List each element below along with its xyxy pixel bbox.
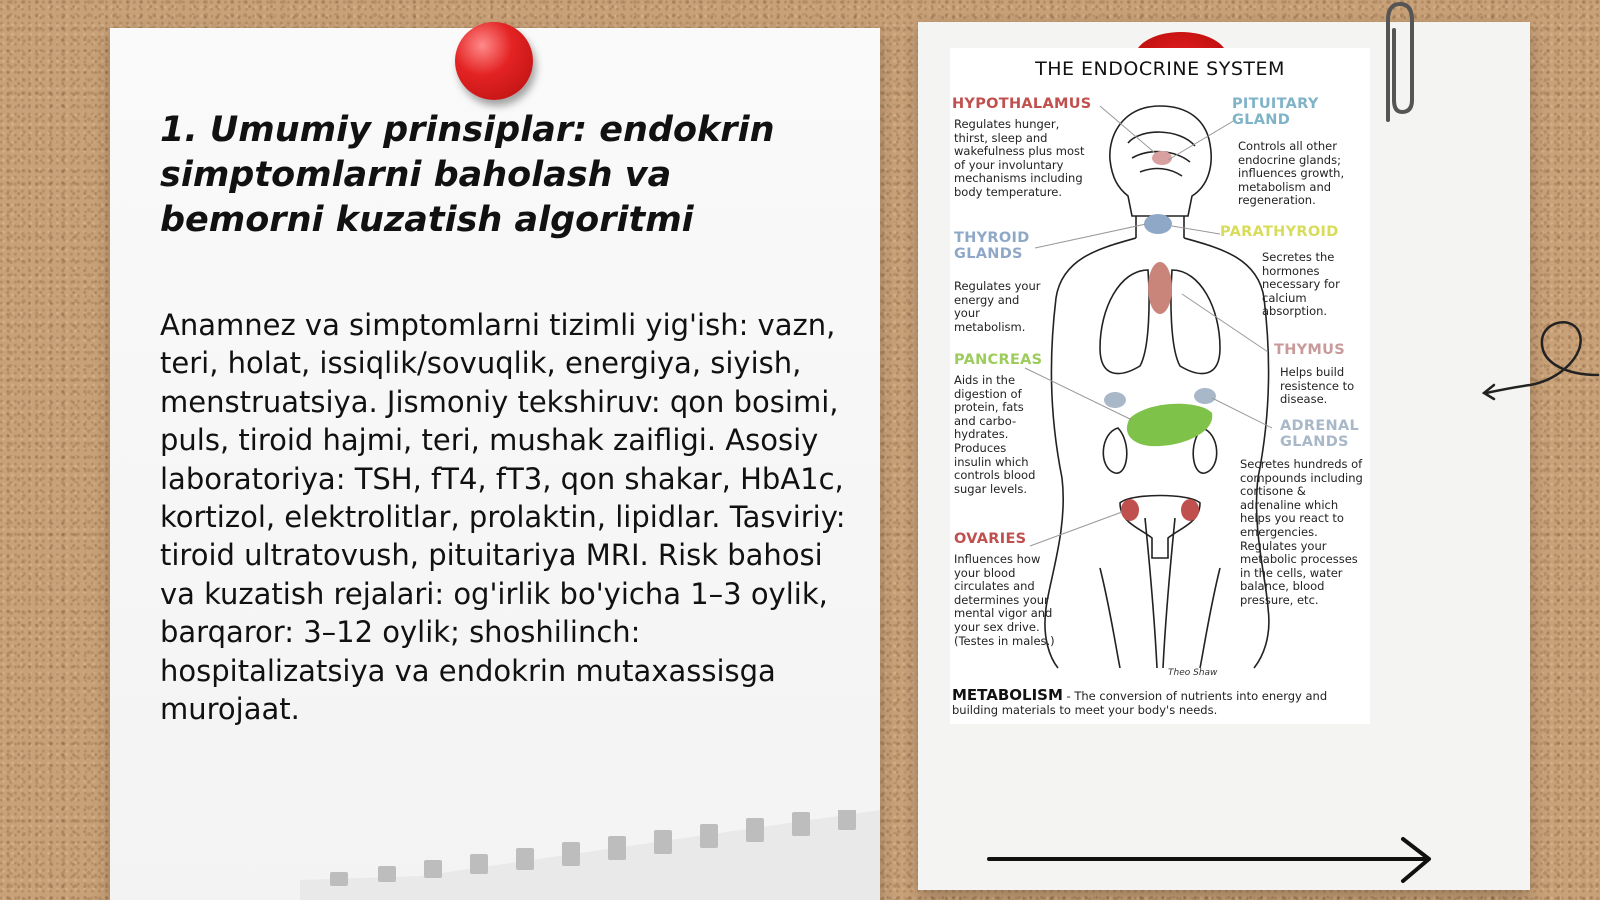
adrenal-desc: Secretes hundreds of compounds including cortisone & adrenaline which helps you react to emergencies. Regulates your metabolic processes in the cells, water balance, blood pressure, etc. xyxy=(1240,457,1363,607)
endocrine-diagram xyxy=(950,48,1370,724)
thymus-label: THYMUS xyxy=(1274,342,1345,358)
slide-title: 1. Umumiy prinsiplar: endokrin simptomlarni baholash va bemorni kuzatish algoritmi xyxy=(160,110,775,240)
diagram-title: THE ENDOCRINE SYSTEM xyxy=(1035,58,1285,80)
parathyroid-label: PARATHYROID xyxy=(1220,224,1339,240)
pituitary-desc: Controls all other endocrine glands; influences growth, metabolism and regeneration. xyxy=(1238,139,1345,208)
pancreas-desc: Aids in the digestion of protein, fats and carbo-hydrates. Produces insulin which controls blood sugar levels. xyxy=(954,373,1036,496)
ovaries-desc: Influences how your blood circulates and determines your mental vigor and your sex drive. (Testes in males.) xyxy=(954,552,1055,648)
metabolism-text: - The conversion of nutrients into energy and building materials to meet your body's needs. xyxy=(952,689,1328,717)
pancreas-label: PANCREAS xyxy=(954,352,1043,368)
hypothalamus-label: HYPOTHALAMUS xyxy=(952,96,1092,112)
torn-paper-edge xyxy=(300,810,880,900)
thyroid-desc: Regulates your energy and your metabolism. xyxy=(954,279,1041,334)
thyroid-label: THYROID GLANDS xyxy=(954,230,1030,262)
parathyroid-desc: Secretes the hormones necessary for calcium absorption. xyxy=(1262,250,1340,319)
adrenal-label: ADRENAL GLANDS xyxy=(1280,418,1360,450)
artist-signature: Theo Shaw xyxy=(1168,668,1218,678)
hypothalamus-desc: Regulates hunger, thirst, sleep and wakefulness plus most of your involuntary mechanisms including body temperature. xyxy=(954,117,1085,199)
metabolism-term: METABOLISM xyxy=(952,686,1063,704)
pituitary-label: PITUITARY GLAND xyxy=(1232,96,1319,128)
arrow-right-icon xyxy=(985,835,1445,895)
red-pushpin-icon xyxy=(455,22,533,100)
metabolism-definition xyxy=(952,688,1362,717)
curly-arrow-doodle-icon xyxy=(1480,315,1600,415)
ovaries-label: OVARIES xyxy=(954,531,1027,547)
thymus-desc: Helps build resistence to disease. xyxy=(1280,365,1355,407)
paperclip-icon xyxy=(1370,0,1420,130)
slide-body-text: Anamnez va simptomlarni tizimli yig'ish: vazn, teri, holat, issiqlik/sovuqlik, energiya, siyish, menstruatsiya. Jismoniy tekshiruv: qon bosimi, puls, tiroid hajmi, teri, mushak zaifligi. Asosiy laboratoriya: TSH, fT4, fT3, qon shakar, HbA1c, kortizol, elektrolitlar, prolaktin, lipidlar. Tasviriy: tiroid ultratovush, pituitariya MRI. Risk bahosi va kuzatish rejalari: og'irlik bo'yicha 1–3 oylik, barqaror: 3–12 oylik; shoshilinch: hospitalizatsiya va endokrin mutaxassisga murojaat. xyxy=(160,308,846,727)
